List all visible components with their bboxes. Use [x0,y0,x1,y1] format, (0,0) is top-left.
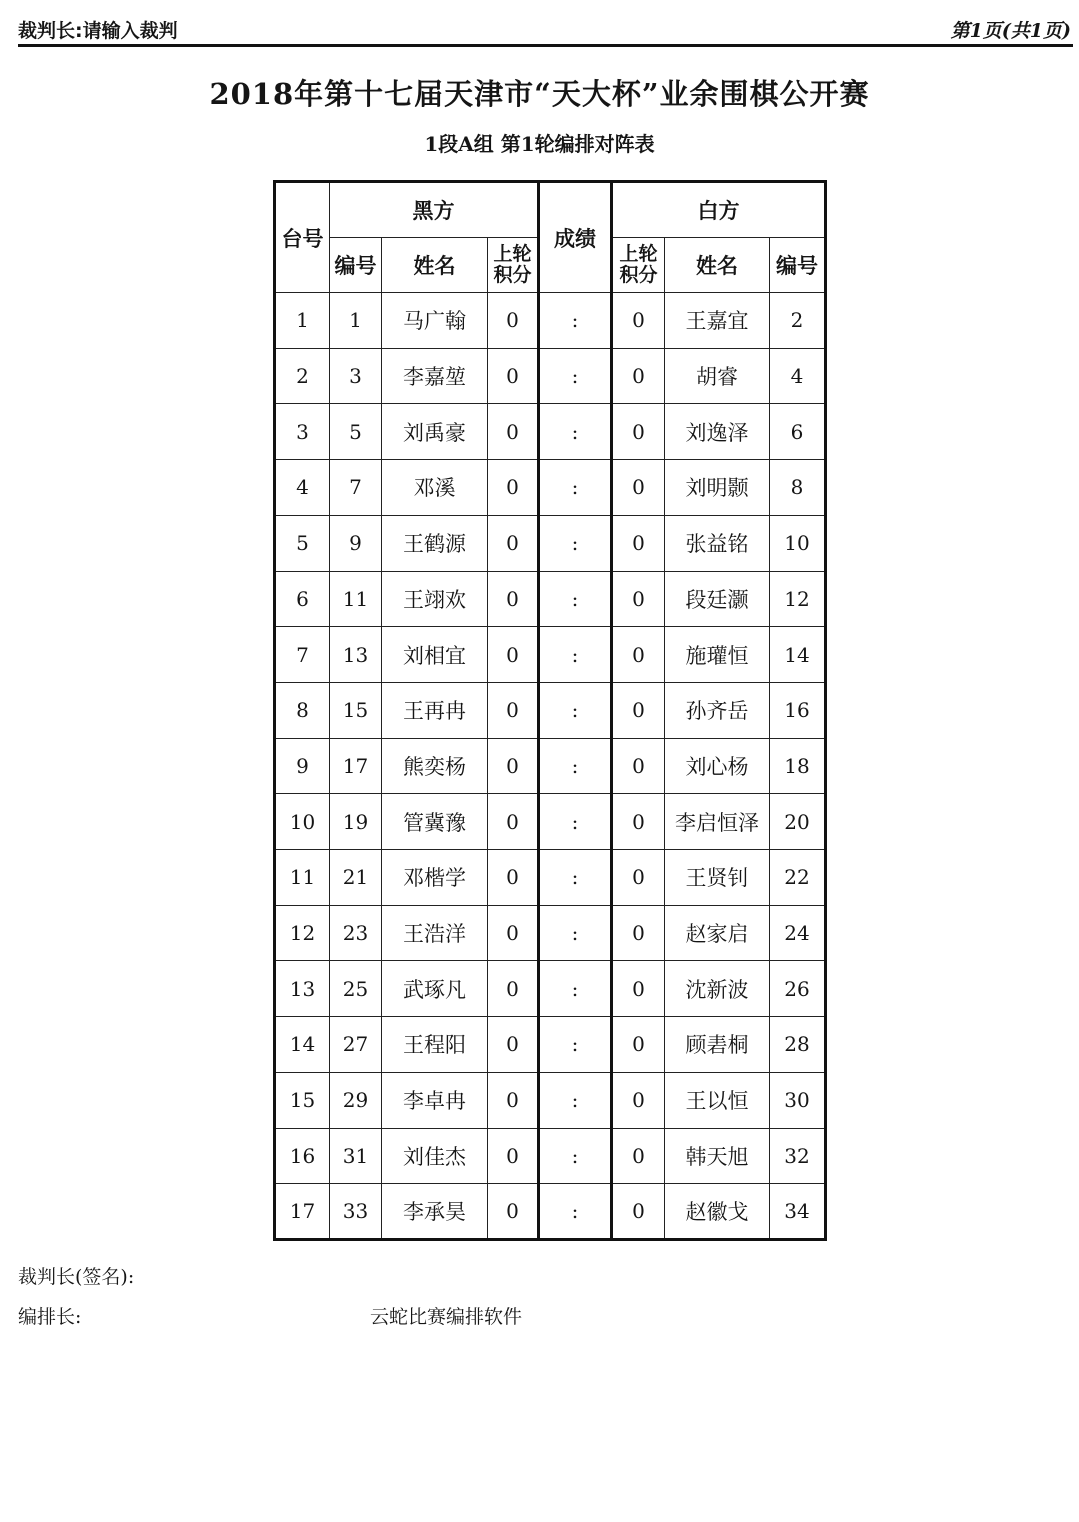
white-number-cell: 18 [770,738,826,794]
white-prev-score-cell: 0 [612,460,665,516]
white-number-cell: 6 [770,404,826,460]
white-number-cell: 26 [770,961,826,1017]
black-number-cell: 3 [330,348,382,404]
software-credit: 云蛇比赛编排软件 [370,1306,523,1328]
table-number-cell: 6 [275,571,330,627]
result-cell: : [539,571,612,627]
white-prev-score-cell: 0 [612,682,665,738]
table-number-cell: 11 [275,850,330,906]
black-name-header: 姓名 [382,238,488,293]
result-header: 成绩 [539,182,612,293]
white-prev-score-cell: 0 [612,738,665,794]
black-number-cell: 21 [330,850,382,906]
table-row [275,571,826,627]
black-number-cell: 17 [330,738,382,794]
result-cell: : [539,293,612,349]
black-name-cell: 王鹤源 [382,515,488,571]
white-name-header: 姓名 [665,238,770,293]
white-name-cell: 韩天旭 [665,1128,770,1184]
white-number-cell: 30 [770,1072,826,1128]
white-name-cell: 刘明颢 [665,460,770,516]
black-prev-score-cell: 0 [488,627,539,683]
white-name-cell: 李启恒泽 [665,794,770,850]
table-row [275,1072,826,1128]
black-number-cell: 33 [330,1184,382,1240]
black-name-cell: 李嘉堃 [382,348,488,404]
white-name-cell: 施瓘恒 [665,627,770,683]
black-name-cell: 邓溪 [382,460,488,516]
white-prev-score-cell: 0 [612,850,665,906]
black-name-cell: 武琢凡 [382,961,488,1017]
table-number-cell: 12 [275,905,330,961]
prev-score-header-bottom: 积分 [493,264,532,286]
black-prev-score-cell: 0 [488,738,539,794]
white-number-header: 编号 [770,238,826,293]
table-row [275,905,826,961]
scheduler-label: 编排长: [18,1306,82,1328]
white-number-cell: 22 [770,850,826,906]
white-name-cell: 刘心杨 [665,738,770,794]
black-name-cell: 王翊欢 [382,571,488,627]
white-prev-score-cell: 0 [612,1072,665,1128]
white-prev-score-cell: 0 [612,627,665,683]
table-number-cell: 1 [275,293,330,349]
table-number-cell: 9 [275,738,330,794]
result-cell: : [539,850,612,906]
black-number-cell: 25 [330,961,382,1017]
table-row [275,850,826,906]
black-prev-score-cell: 0 [488,905,539,961]
black-prev-score-cell: 0 [488,1072,539,1128]
black-name-cell: 邓楷学 [382,850,488,906]
result-cell: : [539,1128,612,1184]
pairing-table [273,180,827,1241]
table-row [275,515,826,571]
table-row [275,348,826,404]
black-name-cell: 王程阳 [382,1017,488,1073]
black-prev-score-cell: 0 [488,404,539,460]
table-number-cell: 7 [275,627,330,683]
table-row [275,1017,826,1073]
page-subtitle: 1段A组 第1轮编排对阵表 [424,132,655,156]
table-number-header: 台号 [275,182,330,293]
black-side-header: 黑方 [330,182,539,238]
table-row [275,738,826,794]
white-prev-score-cell: 0 [612,404,665,460]
table-row [275,627,826,683]
header-rule [18,44,1073,47]
white-prev-score-cell: 0 [612,348,665,404]
result-cell: : [539,460,612,516]
result-cell: : [539,1072,612,1128]
white-prev-score-header [612,238,665,293]
table-row [275,1128,826,1184]
result-cell: : [539,515,612,571]
white-number-cell: 12 [770,571,826,627]
black-number-cell: 15 [330,682,382,738]
prev-score-header-top: 上轮 [493,243,532,265]
table-number-cell: 5 [275,515,330,571]
black-number-cell: 7 [330,460,382,516]
white-name-cell: 刘逸泽 [665,404,770,460]
table-row [275,293,826,349]
table-number-cell: 16 [275,1128,330,1184]
black-prev-score-cell: 0 [488,850,539,906]
white-prev-score-cell: 0 [612,794,665,850]
black-prev-score-cell: 0 [488,348,539,404]
white-number-cell: 8 [770,460,826,516]
table-number-cell: 4 [275,460,330,516]
black-name-cell: 管冀豫 [382,794,488,850]
table-row [275,1184,826,1240]
result-cell: : [539,348,612,404]
black-number-cell: 19 [330,794,382,850]
result-cell: : [539,404,612,460]
black-number-cell: 11 [330,571,382,627]
black-name-cell: 熊奕杨 [382,738,488,794]
result-cell: : [539,961,612,1017]
table-number-cell: 3 [275,404,330,460]
black-name-cell: 王再冉 [382,682,488,738]
white-side-header: 白方 [612,182,826,238]
white-number-cell: 10 [770,515,826,571]
white-number-cell: 24 [770,905,826,961]
result-cell: : [539,1184,612,1240]
black-prev-score-cell: 0 [488,1184,539,1240]
result-cell: : [539,682,612,738]
result-cell: : [539,1017,612,1073]
black-number-cell: 27 [330,1017,382,1073]
white-name-cell: 王以恒 [665,1072,770,1128]
table-number-cell: 13 [275,961,330,1017]
black-number-cell: 29 [330,1072,382,1128]
white-number-cell: 28 [770,1017,826,1073]
white-number-cell: 4 [770,348,826,404]
result-cell: : [539,738,612,794]
result-cell: : [539,905,612,961]
white-number-cell: 14 [770,627,826,683]
black-prev-score-cell: 0 [488,1017,539,1073]
table-number-cell: 2 [275,348,330,404]
table-number-cell: 17 [275,1184,330,1240]
black-number-cell: 23 [330,905,382,961]
white-number-cell: 32 [770,1128,826,1184]
table-row [275,404,826,460]
black-name-cell: 王浩洋 [382,905,488,961]
black-name-cell: 李卓冉 [382,1072,488,1128]
table-number-cell: 10 [275,794,330,850]
white-name-cell: 王贤钊 [665,850,770,906]
table-number-cell: 8 [275,682,330,738]
black-prev-score-cell: 0 [488,460,539,516]
white-name-cell: 赵徽戈 [665,1184,770,1240]
white-name-cell: 顾砉桐 [665,1017,770,1073]
white-prev-score-cell: 0 [612,961,665,1017]
referee-header-label: 裁判长:请输入裁判 [18,20,178,42]
white-number-cell: 16 [770,682,826,738]
white-name-cell: 赵家启 [665,905,770,961]
white-prev-score-cell: 0 [612,905,665,961]
black-prev-score-cell: 0 [488,571,539,627]
black-name-cell: 刘相宜 [382,627,488,683]
table-row [275,961,826,1017]
result-cell: : [539,627,612,683]
black-prev-score-cell: 0 [488,794,539,850]
black-number-cell: 5 [330,404,382,460]
white-name-cell: 张益铭 [665,515,770,571]
black-prev-score-cell: 0 [488,293,539,349]
black-name-cell: 李承昊 [382,1184,488,1240]
black-prev-score-cell: 0 [488,961,539,1017]
white-prev-score-cell: 0 [612,515,665,571]
white-prev-score-cell: 0 [612,1128,665,1184]
black-prev-score-cell: 0 [488,682,539,738]
white-name-cell: 王嘉宜 [665,293,770,349]
table-number-cell: 15 [275,1072,330,1128]
black-name-cell: 刘佳杰 [382,1128,488,1184]
black-prev-score-cell: 0 [488,1128,539,1184]
result-cell: : [539,794,612,850]
white-name-cell: 胡睿 [665,348,770,404]
white-name-cell: 孙齐岳 [665,682,770,738]
table-row [275,460,826,516]
white-prev-score-cell: 0 [612,571,665,627]
black-number-cell: 9 [330,515,382,571]
white-prev-score-cell: 0 [612,1184,665,1240]
prev-score-header-top: 上轮 [619,243,658,265]
page-title: 2018年第十七届天津市“天大杯”业余围棋公开赛 [209,77,870,111]
black-number-cell: 1 [330,293,382,349]
white-name-cell: 沈新波 [665,961,770,1017]
black-prev-score-cell: 0 [488,515,539,571]
table-row [275,794,826,850]
black-name-cell: 刘禹豪 [382,404,488,460]
black-number-cell: 13 [330,627,382,683]
white-number-cell: 20 [770,794,826,850]
white-number-cell: 2 [770,293,826,349]
chief-referee-signature-label: 裁判长(签名): [18,1266,135,1288]
black-number-cell: 31 [330,1128,382,1184]
black-number-header: 编号 [330,238,382,293]
white-name-cell: 段廷灏 [665,571,770,627]
prev-score-header-bottom: 积分 [619,264,658,286]
white-number-cell: 34 [770,1184,826,1240]
black-name-cell: 马广翰 [382,293,488,349]
white-prev-score-cell: 0 [612,293,665,349]
table-number-cell: 14 [275,1017,330,1073]
page-indicator: 第1页(共1页) [950,20,1071,42]
table-row [275,682,826,738]
black-prev-score-header [488,238,539,293]
white-prev-score-cell: 0 [612,1017,665,1073]
